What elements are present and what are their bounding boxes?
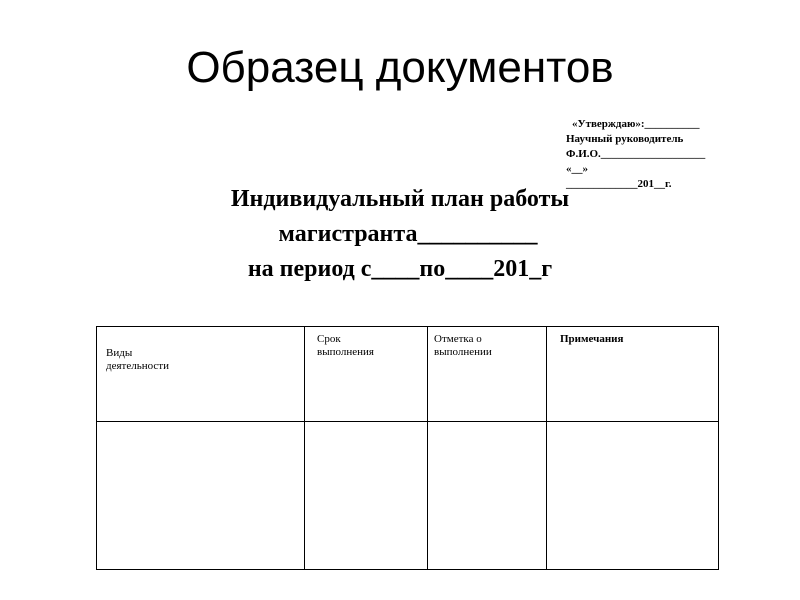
empty-cell: [305, 422, 427, 569]
full-name-line: Ф.И.О.___________________: [566, 148, 706, 160]
empty-cell: [547, 422, 718, 569]
header-notes: Примечания: [560, 333, 624, 345]
empty-cell: [428, 422, 546, 569]
plan-period-line: на период с____по____201_г: [247, 256, 553, 282]
header-cell: [97, 327, 305, 422]
plan-table: [96, 326, 719, 570]
approval-line: «Утверждаю»:__________: [572, 118, 700, 130]
table-cell: [305, 422, 428, 570]
header-activities: Виды деятельности: [106, 347, 169, 372]
header-cell: [428, 327, 547, 422]
header-cell: [547, 327, 719, 422]
date-day-line: «__»: [566, 163, 588, 175]
header-cell: [305, 327, 428, 422]
plan-heading: [170, 182, 630, 287]
table-cell: [97, 422, 305, 570]
table-row: [97, 422, 719, 570]
table-cell: [547, 422, 719, 570]
plan-student-line: магистранта__________: [278, 221, 538, 247]
supervisor-label: Научный руководитель: [566, 133, 684, 145]
slide-title: Образец документов: [186, 43, 614, 92]
table-header-row: [97, 327, 719, 422]
date-year-line: _____________201__г.: [566, 178, 672, 190]
table-cell: [428, 422, 547, 570]
header-deadline: Срок выполнения: [317, 333, 374, 358]
approval-block: [566, 117, 705, 192]
empty-cell: [97, 422, 304, 569]
header-completion-mark: Отметка о выполнении: [434, 333, 492, 358]
plan-title: Индивидуальный план работы: [230, 186, 570, 212]
